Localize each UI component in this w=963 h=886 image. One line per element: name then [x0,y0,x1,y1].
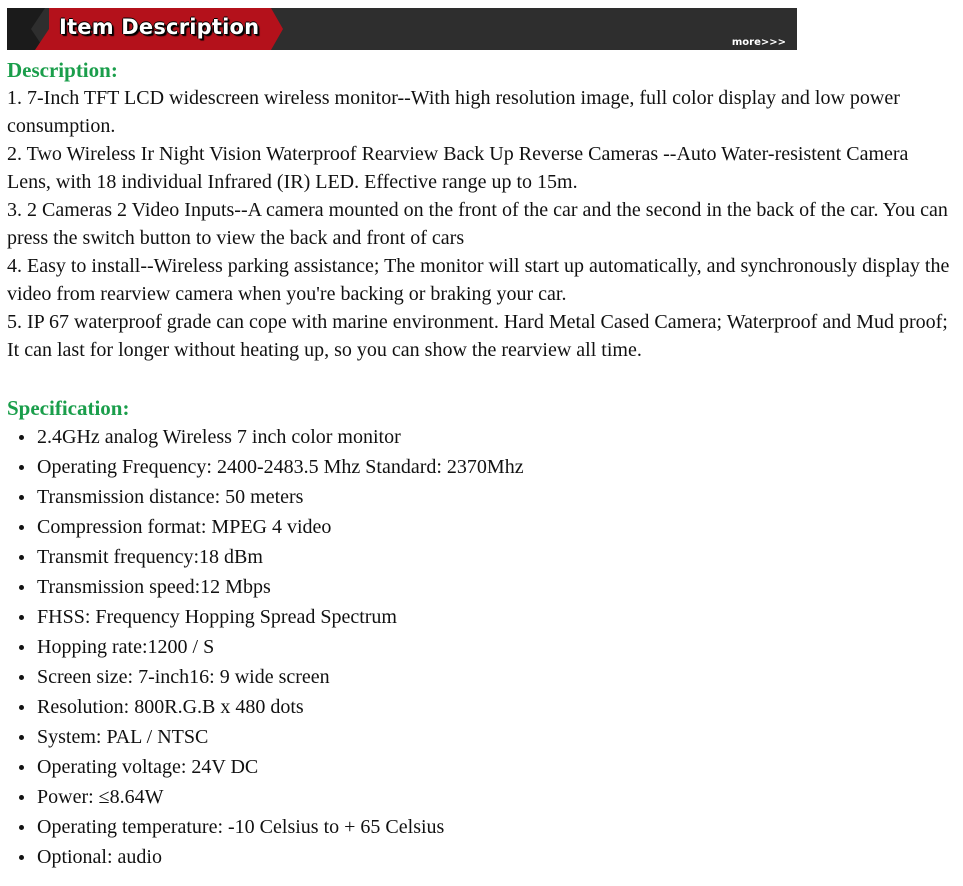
bullet-icon [19,555,24,560]
spec-item-text: FHSS: Frequency Hopping Spread Spectrum [37,606,397,628]
bullet-icon [19,435,24,440]
description-heading: Description: [7,58,118,82]
spec-item [7,632,957,662]
spec-item-text: System: PAL / NTSC [37,726,209,748]
description-item-2: 2. Two Wireless Ir Night Vision Waterproof Rearview Back Up Reverse Cameras --Auto Water-resistent Camera Lens, with 18 individual Infrared (IR) LED. Effective range up to 15m. [7,143,909,193]
more-link[interactable]: more>>> [731,37,786,48]
spec-item-text: 2.4GHz analog Wireless 7 inch color monitor [37,426,401,448]
item-description-banner [7,8,797,50]
spec-item-text: Transmission speed:12 Mbps [37,576,271,598]
specification-list [7,422,957,872]
bullet-icon [19,735,24,740]
bullet-icon [19,855,24,860]
main-content [7,56,957,872]
spec-item-text: Transmission distance: 50 meters [37,486,304,508]
spec-item [7,452,957,482]
spec-item [7,542,957,572]
bullet-icon [19,615,24,620]
spec-item [7,482,957,512]
bullet-icon [19,525,24,530]
spec-item [7,662,957,692]
spec-item-text: Operating Frequency: 2400-2483.5 Mhz Standard: 2370Mhz [37,456,524,478]
spec-item [7,602,957,632]
bullet-icon [19,675,24,680]
bullet-icon [19,705,24,710]
spec-item-text: Transmit frequency:18 dBm [37,546,263,568]
spec-item-text: Operating temperature: -10 Celsius to + 65 Celsius [37,816,445,838]
bullet-icon [19,495,24,500]
spec-item-text: Optional: audio [37,846,162,868]
spec-item [7,722,957,752]
spec-item-text: Hopping rate:1200 / S [37,636,215,658]
spec-item-text: Operating voltage: 24V DC [37,756,259,778]
banner-title: Item Description [59,15,260,39]
spec-item [7,812,957,842]
spec-item [7,512,957,542]
spec-item [7,752,957,782]
spec-item [7,842,957,872]
spec-item-text: Power: ≤8.64W [37,786,164,808]
spec-item-text: Resolution: 800R.G.B x 480 dots [37,696,304,718]
spec-item [7,572,957,602]
spec-item-text: Compression format: MPEG 4 video [37,516,332,538]
bullet-icon [19,645,24,650]
bullet-icon [19,465,24,470]
specification-heading: Specification: [7,396,130,420]
description-item-1: 1. 7-Inch TFT LCD widescreen wireless monitor--With high resolution image, full color display and low power consumption. [7,87,900,137]
description-item-3: 3. 2 Cameras 2 Video Inputs--A camera mounted on the front of the car and the second in the back of the car. You can press the switch button to view the back and front of cars [7,199,948,249]
description-item-4: 4. Easy to install--Wireless parking assistance; The monitor will start up automatically, and synchronously display the video from rearview camera when you're backing or braking your car. [7,255,950,305]
bullet-icon [19,765,24,770]
section-spacer [7,364,957,392]
spec-item [7,692,957,722]
spec-item-text: Screen size: 7-inch16: 9 wide screen [37,666,330,688]
bullet-icon [19,795,24,800]
spec-item [7,422,957,452]
spec-item [7,782,957,812]
bullet-icon [19,825,24,830]
description-item-5: 5. IP 67 waterproof grade can cope with marine environment. Hard Metal Cased Camera; Waterproof and Mud proof; It can last for longer without heating up, so you can show the rearview all time. [7,311,948,361]
bullet-icon [19,585,24,590]
